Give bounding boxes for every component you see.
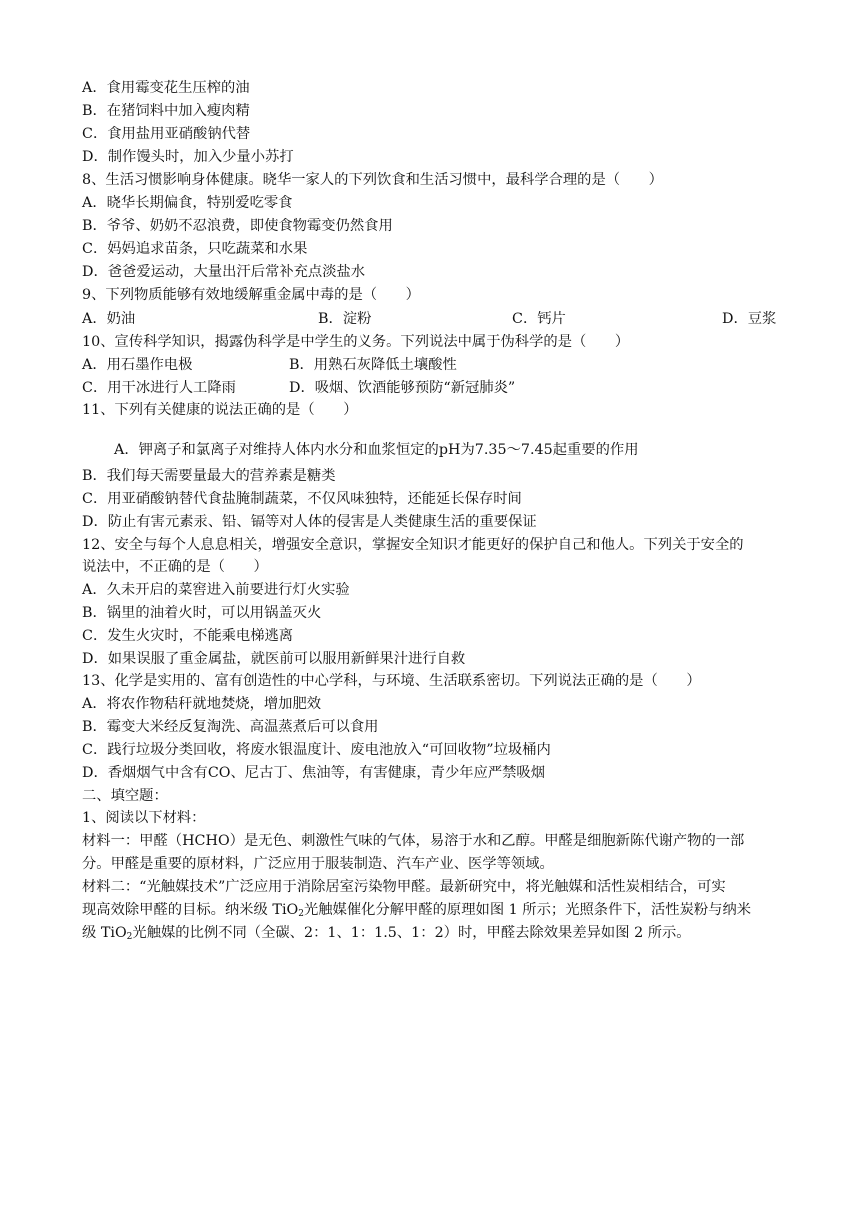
q13-option-a: A．将农作物秸秆就地焚烧，增加肥效 [82, 696, 322, 712]
q11-stem: 11、下列有关健康的说法正确的是（ ） [82, 402, 358, 418]
q8-option-a: A．晓华长期偏食，特别爱吃零食 [82, 195, 293, 211]
q7-option-b: B．在猪饲料中加入瘦肉精 [82, 103, 250, 119]
q11-option-c: C．用亚硝酸钠替代食盐腌制蔬菜，不仅风味独特，还能延长保存时间 [82, 491, 522, 507]
q7-option-c: C．食用盐用亚硝酸钠代替 [82, 126, 251, 142]
q13-stem: 13、化学是实用的、富有创造性的中心学科，与环境、生活联系密切。下列说法正确的是（ ） [82, 673, 701, 689]
material2-line3-part1: 级 TiO [82, 925, 127, 941]
q10-option-c: C．用干冰进行人工降雨 [82, 380, 236, 396]
material2-line1: 材料二：“光触媒技术”广泛应用于消除居室污染物甲醛。最新研究中，将光触媒和活性炭相结合，可实 [82, 879, 726, 895]
q7-option-a: A．食用霉变花生压榨的油 [82, 80, 250, 96]
q8-stem: 8、生活习惯影响身体健康。晓华一家人的下列饮食和生活习惯中，最科学合理的是（ ） [82, 172, 663, 188]
material2-line2-part2: 光触媒催化分解甲醛的原理如图 1 所示；光照条件下，活性炭粉与纳米 [303, 902, 752, 918]
material2-line3 [82, 923, 691, 943]
q9-option-a: A．奶油 [82, 311, 136, 327]
q9-option-c: C．钙片 [512, 311, 566, 327]
q12-option-b: B．锅里的油着火时，可以用锅盖灭火 [82, 605, 322, 621]
q10-option-b: B．用熟石灰降低土壤酸性 [289, 357, 457, 373]
q7-option-d: D．制作馒头时，加入少量小苏打 [82, 149, 294, 165]
q9-option-b: B．淀粉 [318, 311, 372, 327]
material1-line2: 分。甲醛是重要的原材料，广泛应用于服装制造、汽车产业、医学等领域。 [82, 856, 554, 872]
q12-stem-line2: 说法中，不正确的是（ ） [82, 559, 268, 575]
q11-option-d: D．防止有害元素汞、铅、镉等对人体的侵害是人类健康生活的重要保证 [82, 514, 537, 530]
q9-option-d: D．豆浆 [722, 311, 777, 327]
q12-stem-line1: 12、安全与每个人息息相关，增强安全意识，掌握安全知识才能更好的保护自己和他人。下列关于安全的 [82, 537, 744, 553]
q11-option-a: A．钾离子和氯离子对维持人体内水分和血浆恒定的pH为7.35～7.45起重要的作用 [114, 442, 639, 458]
q11-option-b: B．我们每天需要量最大的营养素是糖类 [82, 468, 336, 484]
material2-line2-part1: 现高效除甲醛的目标。纳米级 TiO [82, 902, 299, 918]
material2-line3-part2: 光触媒的比例不同（全碳、2：1、1：1.5、1：2）时，甲醛去除效果差异如图 2 所示。 [132, 925, 691, 941]
material2-line2 [82, 900, 751, 920]
q9-stem: 9、下列物质能够有效地缓解重金属中毒的是（ ） [82, 287, 420, 303]
q12-option-c: C．发生火灾时，不能乘电梯逃离 [82, 628, 294, 644]
q8-option-b: B．爷爷、奶奶不忍浪费，即使食物霉变仍然食用 [82, 218, 393, 234]
q8-option-d: D．爸爸爱运动，大量出汗后常补充点淡盐水 [82, 264, 366, 280]
material2-line2-subscript: 2 [298, 909, 304, 919]
q12-option-d: D．如果误服了重金属盐，就医前可以服用新鲜果汁进行自救 [82, 651, 466, 667]
q13-option-b: B．霉变大米经反复淘洗、高温蒸煮后可以食用 [82, 719, 379, 735]
q8-option-c: C．妈妈追求苗条，只吃蔬菜和水果 [82, 241, 308, 257]
material1-line1: 材料一：甲醛（HCHO）是无色、刺激性气味的气体，易溶于水和乙醇。甲醛是细胞新陈代谢产物的一部 [82, 833, 745, 849]
q13-option-c: C．践行垃圾分类回收，将废水银温度计、废电池放入“可回收物”垃圾桶内 [82, 742, 551, 758]
q13-option-d: D．香烟烟气中含有CO、尼古丁、焦油等，有害健康，青少年应严禁吸烟 [82, 765, 546, 781]
material2-line3-subscript: 2 [126, 932, 133, 942]
section-title: 二、填空题： [82, 788, 168, 804]
q10-stem: 10、宣传科学知识，揭露伪科学是中学生的义务。下列说法中属于伪科学的是（ ） [82, 334, 630, 350]
q12-option-a: A．久未开启的菜窖进入前要进行灯火实验 [82, 582, 350, 598]
fill-q1-stem: 1、阅读以下材料： [82, 810, 206, 826]
q10-option-d: D．吸烟、饮酒能够预防“新冠肺炎” [289, 380, 516, 396]
q10-option-a: A．用石墨作电极 [82, 357, 193, 373]
